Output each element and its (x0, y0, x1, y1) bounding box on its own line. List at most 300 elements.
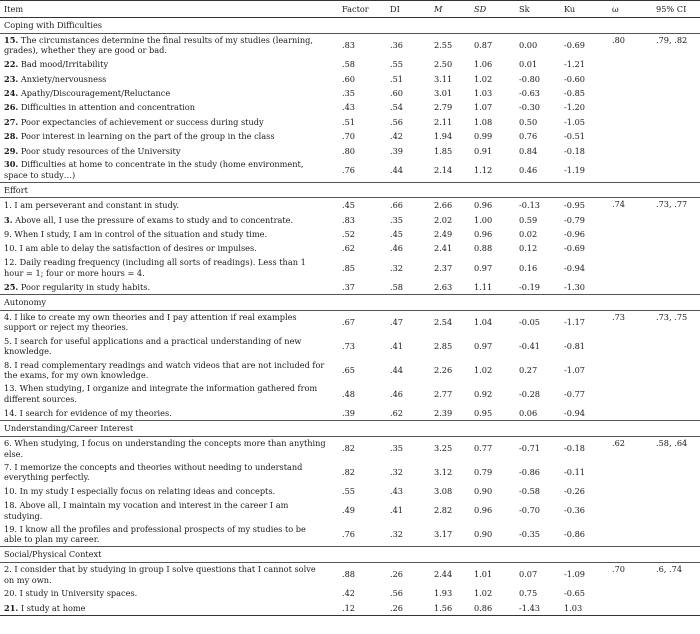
omega-cell (600, 382, 644, 406)
di-cell: .56 (390, 116, 404, 127)
item-text: The circumstances determine the final results of my studies (learning, grades), whether they are good or bad. (4, 34, 313, 56)
sk-cell: -0.58 (519, 486, 540, 497)
sk-cell: 0.00 (519, 40, 538, 51)
item-text: When studying, I organize and integrate the information gathered from different sources. (4, 383, 318, 404)
item-text: Anxiety/nervousness (20, 73, 107, 84)
header-di: DI (378, 1, 422, 18)
factor-cell: .82 (342, 443, 356, 454)
factor-cell: .51 (342, 116, 356, 127)
item-text-cell (0, 484, 330, 498)
sd-cell: 1.02 (474, 364, 493, 375)
ci-cell (644, 158, 700, 182)
header-factor: Factor (330, 1, 378, 18)
di-cell: .41 (390, 341, 404, 352)
header-ku: Ku (552, 1, 600, 18)
sk-cell: -0.28 (519, 388, 540, 399)
m-cell: 3.11 (434, 73, 453, 84)
item-number: 1. (4, 200, 12, 211)
item-text-cell (0, 33, 330, 57)
item-number: 23. (4, 73, 19, 84)
item-text: I study in University spaces. (19, 588, 138, 599)
sk-cell: 0.50 (519, 116, 538, 127)
item-text-cell (0, 460, 330, 484)
ci-cell (644, 499, 700, 523)
omega-cell (600, 227, 644, 241)
factor-cell: .42 (342, 588, 356, 599)
item-number: 27. (4, 116, 19, 127)
header-sk: Sk (507, 1, 552, 18)
ci-cell (644, 522, 700, 546)
item-text: When studying, I focus on understanding the concepts more than anything else. (4, 438, 326, 459)
table-row (0, 484, 700, 498)
header-ci: 95% CI (644, 1, 700, 18)
m-cell: 2.66 (434, 200, 453, 211)
ku-cell: -0.86 (564, 529, 585, 540)
sk-cell: -0.05 (519, 317, 540, 328)
table-row (0, 198, 700, 213)
item-text-cell (0, 86, 330, 100)
ku-cell: -0.26 (564, 486, 585, 497)
m-cell: 2.79 (434, 102, 453, 113)
sd-cell: 1.07 (474, 102, 493, 113)
di-cell: .32 (390, 529, 404, 540)
item-text: Apathy/Discouragement/Reluctance (20, 88, 171, 99)
sd-cell: 1.02 (474, 73, 493, 84)
sd-cell: 0.79 (474, 467, 493, 478)
ci-cell: .73, .77 (656, 199, 688, 210)
factor-cell: .58 (342, 59, 356, 70)
m-cell: 2.49 (434, 229, 453, 240)
sd-cell: 0.90 (474, 486, 493, 497)
omega-cell (600, 334, 644, 358)
factor-cell: .49 (342, 505, 356, 516)
ku-cell: -0.94 (564, 407, 585, 418)
sd-cell: 0.96 (474, 229, 493, 240)
omega-cell: .62 (612, 437, 626, 448)
item-number: 19. (4, 523, 18, 534)
item-text-cell (0, 213, 330, 227)
sk-cell: -0.30 (519, 102, 540, 113)
di-cell: .58 (390, 281, 404, 292)
ku-cell: -0.11 (564, 467, 585, 478)
factor-cell: .52 (342, 229, 356, 240)
ku-cell: -0.65 (564, 588, 585, 599)
item-text-cell (0, 358, 330, 382)
section-header-row (0, 182, 700, 198)
sk-cell: -0.35 (519, 529, 540, 540)
sk-cell: 0.06 (519, 407, 538, 418)
item-number: 24. (4, 88, 19, 99)
m-cell: 2.82 (434, 505, 453, 516)
m-cell: 3.08 (434, 486, 453, 497)
m-cell: 3.01 (434, 88, 453, 99)
ci-cell (644, 256, 700, 280)
table-row (0, 460, 700, 484)
item-text-cell (0, 158, 330, 182)
omega-cell (600, 158, 644, 182)
di-cell: .45 (390, 229, 404, 240)
item-text: Difficulties at home to concentrate in the study (home environment, space to study…) (4, 159, 304, 180)
sd-cell: 0.97 (474, 341, 493, 352)
di-cell: .32 (390, 262, 404, 273)
sk-cell: 0.46 (519, 164, 538, 175)
item-text: Difficulties in attention and concentration (20, 102, 195, 113)
item-text-cell (0, 227, 330, 241)
ci-cell (644, 115, 700, 129)
ku-cell: -0.79 (564, 214, 585, 225)
ku-cell: -1.21 (564, 59, 585, 70)
ci-cell (644, 358, 700, 382)
item-number: 26. (4, 102, 19, 113)
omega-cell: .70 (612, 563, 626, 574)
table-row (0, 601, 700, 616)
sd-cell: 0.90 (474, 529, 493, 540)
ku-cell: -1.19 (564, 164, 585, 175)
item-number: 9. (4, 229, 12, 240)
factor-cell: .43 (342, 102, 356, 113)
item-text-cell (0, 256, 330, 280)
ku-cell: -1.07 (564, 364, 585, 375)
item-number: 20. (4, 588, 18, 599)
item-text-cell (0, 522, 330, 546)
item-number: 5. (4, 335, 12, 346)
ku-cell: -1.30 (564, 281, 585, 292)
factor-cell: .60 (342, 73, 356, 84)
ci-cell (644, 334, 700, 358)
item-number: 8. (4, 359, 12, 370)
ku-cell: -0.18 (564, 145, 585, 156)
item-number: 18. (4, 500, 18, 511)
table-body (0, 18, 700, 616)
ku-cell: -0.69 (564, 243, 585, 254)
ku-cell: -1.17 (564, 317, 585, 328)
sk-cell: 0.02 (519, 229, 538, 240)
table-row (0, 310, 700, 334)
di-cell: .51 (390, 73, 404, 84)
omega-cell (600, 144, 644, 158)
item-text-cell (0, 280, 330, 295)
m-cell: 2.39 (434, 407, 453, 418)
di-cell: .26 (390, 569, 404, 580)
table-row (0, 256, 700, 280)
item-text: Above all, I use the pressure of exams to study and to concentrate. (15, 214, 294, 225)
table-row (0, 280, 700, 295)
section-header-row (0, 18, 700, 34)
omega-cell: .73 (612, 311, 626, 322)
m-cell: 1.94 (434, 131, 453, 142)
di-cell: .44 (390, 164, 404, 175)
omega-cell (600, 213, 644, 227)
table-row (0, 334, 700, 358)
m-cell: 1.93 (434, 588, 453, 599)
item-text-cell (0, 198, 330, 213)
item-text: Above all, I maintain my vocation and interest in the career I am studying. (4, 500, 289, 521)
sk-cell: -0.70 (519, 505, 540, 516)
table-row (0, 499, 700, 523)
m-cell: 2.55 (434, 40, 453, 51)
item-text-cell (0, 310, 330, 334)
ci-cell (644, 601, 700, 616)
di-cell: .36 (390, 40, 404, 51)
item-number: 29. (4, 145, 19, 156)
item-text-cell (0, 57, 330, 71)
m-cell: 2.14 (434, 164, 453, 175)
omega-cell (600, 72, 644, 86)
item-text-cell (0, 406, 330, 421)
item-number: 25. (4, 281, 19, 292)
factor-cell: .35 (342, 88, 356, 99)
sk-cell: -0.80 (519, 73, 540, 84)
ku-cell: -0.81 (564, 341, 585, 352)
di-cell: .56 (390, 588, 404, 599)
item-number: 2. (4, 564, 12, 575)
sk-cell: -0.71 (519, 443, 540, 454)
table-row (0, 436, 700, 460)
item-text-cell (0, 587, 330, 601)
di-cell: .42 (390, 131, 404, 142)
item-text-cell (0, 115, 330, 129)
factor-cell: .37 (342, 281, 356, 292)
item-text-cell (0, 100, 330, 114)
ku-cell: -0.85 (564, 88, 585, 99)
factor-cell: .45 (342, 200, 356, 211)
omega-cell (600, 115, 644, 129)
sd-cell: 0.88 (474, 243, 493, 254)
di-cell: .46 (390, 243, 404, 254)
table-row (0, 227, 700, 241)
omega-cell (600, 499, 644, 523)
table-row (0, 86, 700, 100)
m-cell: 2.41 (434, 243, 453, 254)
header-sd: SD (462, 1, 507, 18)
omega-cell (600, 242, 644, 256)
sk-cell: 0.75 (519, 588, 538, 599)
item-text-cell (0, 129, 330, 143)
omega-cell (600, 129, 644, 143)
table-row (0, 242, 700, 256)
item-text-cell (0, 72, 330, 86)
factor-cell: .88 (342, 569, 356, 580)
di-cell: .66 (390, 200, 404, 211)
factor-cell: .73 (342, 341, 356, 352)
omega-cell (600, 256, 644, 280)
m-cell: 2.44 (434, 569, 453, 580)
item-number: 10. (4, 243, 18, 254)
sk-cell: 0.76 (519, 131, 538, 142)
ci-cell (644, 100, 700, 114)
item-number: 7. (4, 461, 12, 472)
ku-cell: -0.96 (564, 229, 585, 240)
di-cell: .39 (390, 145, 404, 156)
sd-cell: 1.06 (474, 59, 493, 70)
sd-cell: 0.77 (474, 443, 493, 454)
header-item: Item (0, 1, 330, 18)
table-row (0, 57, 700, 71)
factor-cell: .82 (342, 467, 356, 478)
factor-cell: .83 (342, 40, 356, 51)
ci-cell: .73, .75 (656, 311, 688, 322)
m-cell: 2.26 (434, 364, 453, 375)
ku-cell: 1.03 (552, 601, 600, 616)
m-cell: 2.37 (434, 262, 453, 273)
sd-cell: 1.11 (474, 281, 493, 292)
section-header-row (0, 295, 700, 311)
factor-cell: .85 (342, 262, 356, 273)
item-text: When I study, I am in control of the situation and study time. (14, 229, 268, 240)
factor-cell: .70 (342, 131, 356, 142)
di-cell: .46 (390, 388, 404, 399)
sd-cell: 1.08 (474, 116, 493, 127)
ci-cell (644, 382, 700, 406)
factor-cell: .39 (342, 407, 356, 418)
table-row (0, 100, 700, 114)
ku-cell: -0.36 (564, 505, 585, 516)
di-cell: .35 (390, 443, 404, 454)
item-text-cell (0, 242, 330, 256)
item-text-cell (0, 144, 330, 158)
omega-cell (600, 406, 644, 421)
factor-cell: .80 (342, 145, 356, 156)
ci-cell (644, 213, 700, 227)
sk-cell: -0.19 (519, 281, 540, 292)
header-row (0, 1, 700, 18)
sk-cell: -0.63 (519, 88, 540, 99)
sd-cell: 0.86 (462, 601, 507, 616)
table-row (0, 382, 700, 406)
sd-cell: 0.87 (474, 40, 493, 51)
m-cell: 3.25 (434, 443, 453, 454)
sk-cell: 0.59 (519, 214, 538, 225)
header-omega: ω (600, 1, 644, 18)
ci-cell (644, 460, 700, 484)
item-text-cell (0, 562, 330, 586)
section-header-row (0, 421, 700, 437)
ci-cell: .58, .64 (656, 437, 688, 448)
sd-cell: 0.96 (474, 200, 493, 211)
factor-cell: .62 (342, 243, 356, 254)
sd-cell: 0.97 (474, 262, 493, 273)
di-cell: .43 (390, 486, 404, 497)
sk-cell: 0.01 (519, 59, 538, 70)
item-text: Bad mood/Irritability (20, 59, 109, 70)
ci-cell (644, 484, 700, 498)
item-text-cell (0, 334, 330, 358)
factor-cell: .76 (342, 164, 356, 175)
item-text: I know all the profiles and professional prospects of my studies to be able to plan my career. (4, 523, 306, 545)
omega-cell (600, 601, 644, 616)
m-cell: 1.56 (422, 601, 462, 616)
ci-cell (644, 72, 700, 86)
ku-cell: -0.77 (564, 388, 585, 399)
item-text: I search for useful applications and a practical understanding of new knowledge. (4, 335, 302, 357)
di-cell: .35 (390, 214, 404, 225)
ku-cell: -0.51 (564, 131, 585, 142)
omega-cell (600, 522, 644, 546)
table-row (0, 562, 700, 586)
m-cell: 2.77 (434, 388, 453, 399)
factor-cell: .55 (342, 486, 356, 497)
table-row (0, 358, 700, 382)
ku-cell: -1.09 (564, 569, 585, 580)
di-cell: .55 (390, 59, 404, 70)
table-row (0, 213, 700, 227)
item-number: 6. (4, 438, 12, 449)
item-number: 22. (4, 59, 19, 70)
sd-cell: 1.02 (474, 588, 493, 599)
m-cell: 2.02 (434, 214, 453, 225)
omega-cell: .74 (612, 199, 626, 210)
di-cell: .60 (390, 88, 404, 99)
omega-cell (600, 460, 644, 484)
di-cell: .41 (390, 505, 404, 516)
di-cell: .26 (378, 601, 422, 616)
item-number: 4. (4, 311, 12, 322)
omega-cell (600, 100, 644, 114)
di-cell: .54 (390, 102, 404, 113)
sk-cell: 0.16 (519, 262, 538, 273)
sd-cell: 0.95 (474, 407, 493, 418)
sk-cell: 0.07 (519, 569, 538, 580)
sd-cell: 0.96 (474, 505, 493, 516)
table-row (0, 33, 700, 57)
item-text: I like to create my own theories and I pay attention if real examples support or reject my theories. (4, 311, 297, 333)
item-text: Daily reading frequency (including all sorts of readings). Less than 1 hour = 1; four or more hours = 4. (4, 257, 306, 278)
ku-cell: -0.18 (564, 443, 585, 454)
section-title: Social/Physical Context (0, 547, 700, 563)
item-number: 21. (4, 602, 19, 613)
table-row (0, 522, 700, 546)
ci-cell: .6, .74 (656, 563, 683, 574)
sd-cell: 1.03 (474, 88, 493, 99)
factor-cell: .67 (342, 317, 356, 328)
m-cell: 2.63 (434, 281, 453, 292)
item-text: I read complementary readings and watch videos that are not included for the exams, for my own knowledge. (4, 359, 325, 381)
table-row (0, 587, 700, 601)
ku-cell: -1.05 (564, 116, 585, 127)
sd-cell: 1.01 (474, 569, 493, 580)
item-text: Poor expectancies of achievement or success during study (20, 116, 264, 127)
ku-cell: -0.95 (564, 200, 585, 211)
section-title: Coping with Difficulties (0, 18, 700, 34)
ci-cell (644, 129, 700, 143)
factor-cell: .83 (342, 214, 356, 225)
m-cell: 2.85 (434, 341, 453, 352)
item-text: I search for evidence of my theories. (19, 407, 172, 418)
item-number: 3. (4, 214, 13, 225)
sk-cell: -0.86 (519, 467, 540, 478)
sk-cell: -0.13 (519, 200, 540, 211)
omega-cell: .80 (612, 34, 626, 45)
item-text-cell (0, 499, 330, 523)
item-text: In my study I especially focus on relating ideas and concepts. (19, 486, 276, 497)
item-text: Poor study resources of the University (20, 145, 181, 156)
item-number: 12. (4, 257, 18, 268)
table-row (0, 158, 700, 182)
sk-cell: 0.27 (519, 364, 538, 375)
item-number: 28. (4, 131, 19, 142)
omega-cell (600, 280, 644, 295)
ci-cell (644, 144, 700, 158)
factor-cell: .48 (342, 388, 356, 399)
table-row (0, 406, 700, 421)
ci-cell: .79, .82 (656, 34, 688, 45)
ci-cell (644, 227, 700, 241)
item-number: 15. (4, 34, 19, 45)
omega-cell (600, 86, 644, 100)
di-cell: .32 (390, 467, 404, 478)
sd-cell: 0.99 (474, 131, 493, 142)
m-cell: 2.11 (434, 116, 453, 127)
